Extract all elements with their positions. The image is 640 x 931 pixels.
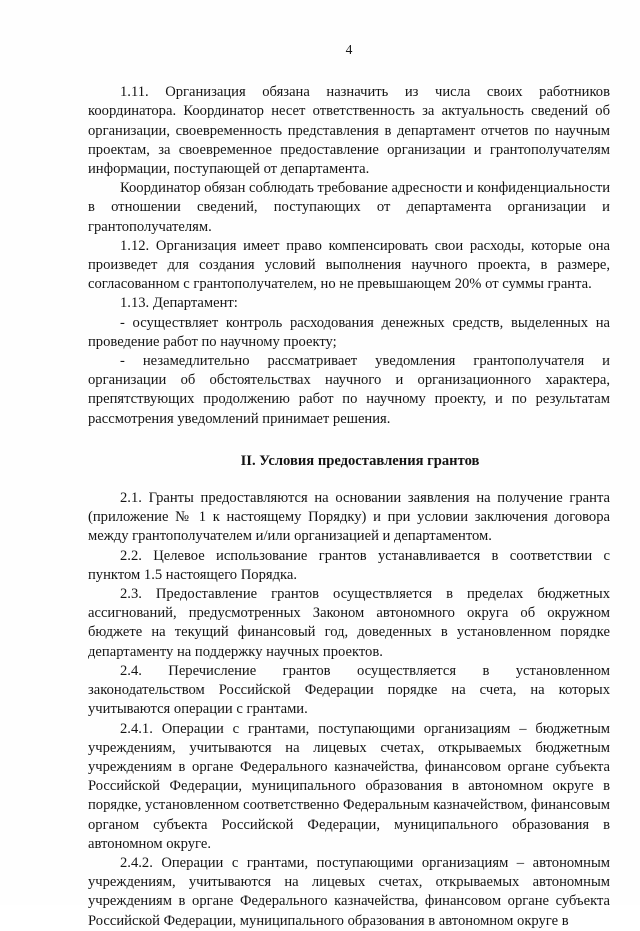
- paragraph-1-13: 1.13. Департамент:: [120, 295, 238, 312]
- paragraph-2-3: 2.3. Предоставление грантов осуществляется в пределах бюджетных ассигнований, предусмотренных Законом автономного округа об окружном бюджете на текущий финансовый год, доведенных в установленном порядке департаменту на поддержку научных проектов.: [88, 586, 610, 660]
- section-heading: II. Условия предоставления грантов: [240, 452, 480, 469]
- paragraph-2-1: 2.1. Гранты предоставляются на основании заявления на получение гранта (приложение № 1 к настоящему Порядку) и при условии заключения договора между грантополучателем и/или организацией и департаментом.: [88, 490, 610, 545]
- paragraph-1-12: 1.12. Организация имеет право компенсировать свои расходы, которые она произведет для создания условий выполнения научного проекта, в размере, согласованном с грантополучателем, но не превышающем 20% от суммы гранта.: [88, 237, 610, 293]
- paragraph-2-2: 2.2. Целевое использование грантов устанавливается в соответствии с пунктом 1.5 настоящего Порядка.: [88, 547, 610, 583]
- paragraph-1-11: 1.11. Организация обязана назначить из числа своих работников координатора. Координатор несет ответственность за актуальность сведений об организации, своевременность представления в департамент отчетов по научным проектам, за своевременное предоставление организации и грантополучателям информации, поступающей от департамента.: [88, 84, 610, 178]
- section-one-continuation: [88, 83, 610, 429]
- paragraph-1-13-item-1: - осуществляет контроль расходования денежных средств, выделенных на проведение работ по научному проекту;: [88, 314, 610, 350]
- paragraph-1-13-item-2: - незамедлительно рассматривает уведомления грантополучателя и организации об обстоятельствах научного и организационного характера, препятствующих продолжению работ по научному проекту, и по результатам рассмотрения уведомлений принимает решения.: [88, 353, 610, 427]
- paragraph-2-4-2: 2.4.2. Операции с грантами, поступающими организациям – автономным учреждениям, учитываются на лицевых счетах, открываемых автономным учреждениям в органе Федерального казначейства, финансовом органе субъекта Российской Федерации, муниципального образования в автономном округе в: [88, 854, 610, 929]
- paragraph-coordinator: Координатор обязан соблюдать требование адресности и конфиденциальности в отношении сведений, поступающих от департамента организации и грантополучателям.: [88, 180, 611, 235]
- page-number: 4: [345, 42, 353, 57]
- paragraph-2-4-1: 2.4.1. Операции с грантами, поступающими организациям – бюджетным учреждениям, учитываются на лицевых счетах, открываемых бюджетным учреждениям в органе Федерального казначейства, финансовом органе субъекта Российской Федерации, муниципального образования в автономном округе в порядке, установленном соответственно Федеральным казначейством, финансовым органом субъекта Российской Федерации, муниципального образования в автономном округе.: [88, 720, 610, 852]
- section-two: [88, 489, 610, 931]
- paragraph-2-4: 2.4. Перечисление грантов осуществляется в установленном законодательством Российской Федерации порядке на счета, на которых учитываются операции с грантами.: [88, 662, 610, 718]
